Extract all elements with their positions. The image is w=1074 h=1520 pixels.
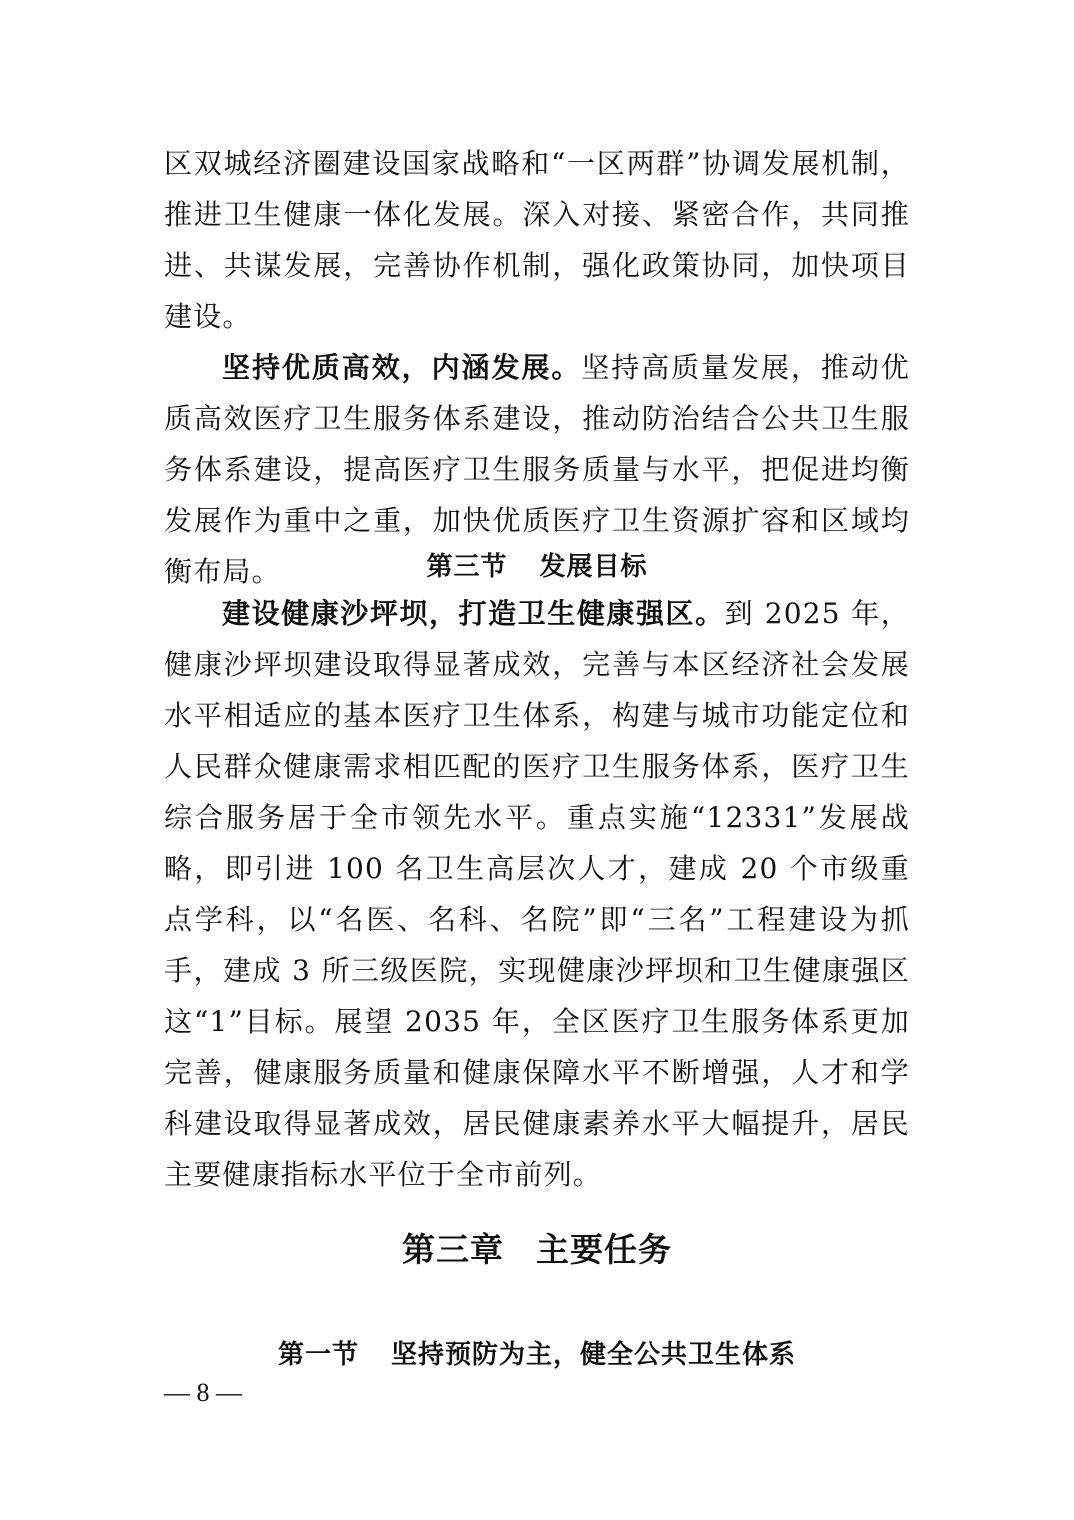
section-heading-1 [164,1334,910,1371]
paragraph-lead: 坚持优质高效，内涵发展。 [222,351,582,384]
section-label: 第三节 [426,552,508,582]
section-label: 第一节 [277,1340,359,1370]
paragraph-text: 区双城经济圈建设国家战略和“一区两群”协调发展机制，推进卫生健康一体化发展。深入对接、紧密合作，共同推进、共谋发展，完善协作机制，强化政策协同，加快项目建设。 [164,147,910,333]
section-title: 坚持预防为主，健全公共卫生体系 [391,1340,797,1370]
section-heading-3 [164,546,910,583]
paragraph-text: 坚持高质量发展，推动优质高效医疗卫生服务体系建设，推动防治结合公共卫生服务体系建设，提高医疗卫生服务质量与水平，把促进均衡发展作为重中之重，加快优质医疗卫生资源扩容和区域均衡布局。 [164,351,910,588]
section-title: 发展目标 [539,552,648,582]
chapter-heading-3 [164,1224,910,1271]
page-number: — 8 — [164,1378,242,1407]
chapter-label: 第三章 [402,1230,504,1269]
paragraph-lead: 建设健康沙坪坝，打造卫生健康强区。 [222,597,725,630]
chapter-title: 主要任务 [536,1230,672,1269]
paragraph-continuation [164,138,910,342]
paragraph-text: 到 2025 年，健康沙坪坝建设取得显著成效，完善与本区经济社会发展水平相适应的基本医疗卫生体系，构建与城市功能定位和人民群众健康需求相匹配的医疗卫生服务体系，医疗卫生综合服务居于全市领先水平。重点实施“12331”发展战略，即引进 100 名卫生高层次人才，建成 20 个市级重点学科，以“名医、名科、名院”即“三名”工程建设为抓手，建成 3 所三级医院，实现健康沙坪坝和卫生健康强区这“1”目标。展望 2035 年，全区医疗卫生服务体系更加完善，健康服务质量和健康保障水平不断增强，人才和学科建设取得显著成效，居民健康素养水平大幅提升，居民主要健康指标水平位于全市前列。 [164,597,911,1191]
body-text-goals [164,588,910,1200]
paragraph-goals [164,588,910,1200]
body-text-top [164,138,910,597]
